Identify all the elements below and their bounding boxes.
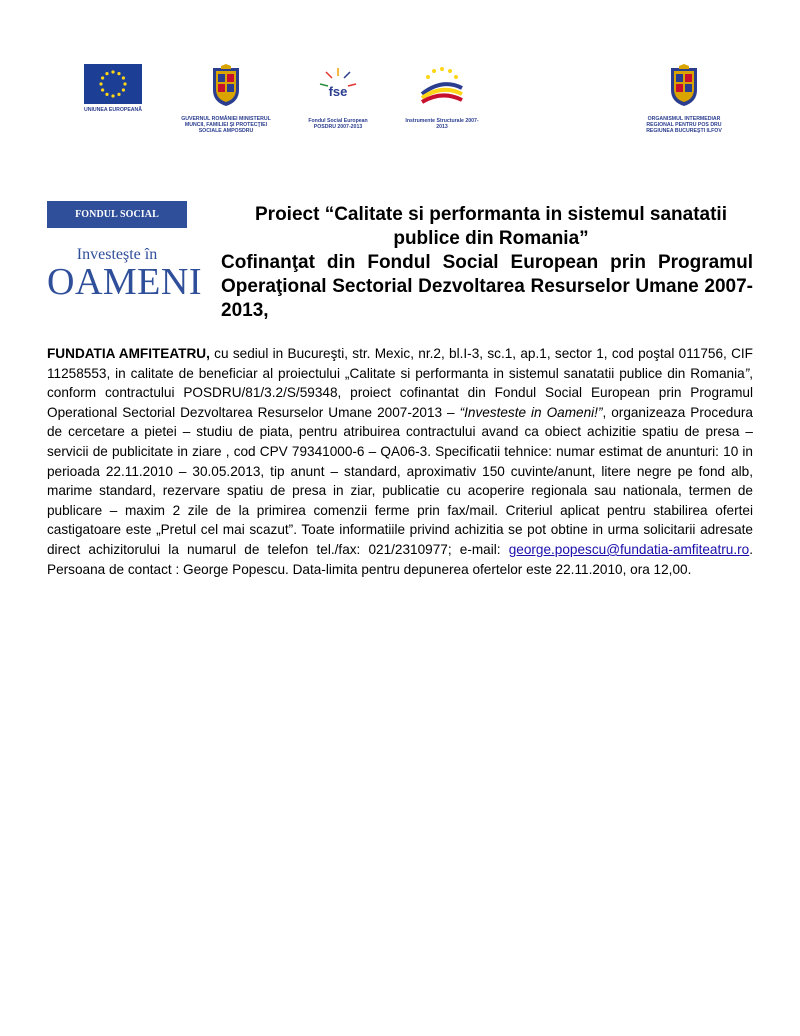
organization-name: FUNDATIA AMFITEATRU, <box>47 346 210 361</box>
fse-caption: Fondul Social European POSDRU 2007-2013 <box>308 118 368 130</box>
intermediate-body-logo <box>636 64 732 134</box>
coat-of-arms-icon <box>209 64 243 108</box>
body-text-part4: . Persoana de contact : George Popescu. Data-limita pentru depunerea ofertelor este 22.11.2010, ora 12,00. <box>47 541 753 577</box>
body-text-part2: , conform contractului POSDRU/81/3.2/S/59348, proiect cofinantat din Fondul Social European prin Programul Operational Sectorial Dezvoltarea Resurselor Umane 2007-2013 – <box>47 365 753 420</box>
slogan: “Investeste in Oameni!” <box>459 404 603 420</box>
fse-logo <box>300 64 376 130</box>
invest-oameni-wordmark: OAMENI <box>47 261 202 303</box>
structural-instruments-caption: Instrumente Structurale 2007-2013 <box>405 118 479 130</box>
svg-text:fse: fse <box>328 84 348 99</box>
coat-of-arms-icon <box>667 64 701 108</box>
government-caption: GUVERNUL ROMÂNIEI MINISTERUL MUNCII, FAMILIEI ŞI PROTECŢIEI SOCIALE AMPOSDRU <box>181 116 271 134</box>
eu-caption: UNIUNEA EUROPEANĂ <box>83 107 143 113</box>
body-text-part3: , organizeaza Procedura de cercetare a pietei – studiu de piata, pentru atribuirea contractului avand ca obiect achizitie spatiu de presa – servicii de publicitate in ziare , cod CPV 79341000-6 – QA06-3. Specificatii tehnice: numar estimat de anunturi: 10 in perioada 22.11.2010 – 30.05.2013, tip anunt – standard, aproximativ 150 cuvinte/anunt, litere negre pe fond alb, marime standard, rezervare spatiu de presa in ziar, publicatie cu acoperire regionala sau nationala, termen de publicare – maxim 2 zile de la primirea comenzii ferme prin fax/mail. Criteriul aplicat pentru stabilirea ofertei castigatoare este „Pretul cel mai scazut”. Toate informatiile privind achizitia se pot obtine in urma solicitarii adresate direct achizitorului la numarul de telefon tel./fax: 021/2310977; e-mail: <box>47 404 753 557</box>
invest-tagline: Investeşte în <box>76 246 158 263</box>
project-title: Proiect “Calitate si performanta in sistemul sanatatii publice din Romania” <box>255 204 727 249</box>
fse-banner: FONDUL SOCIAL EUROPEAN <box>47 201 187 228</box>
structural-instruments-logo <box>404 64 480 130</box>
body-text-part1: cu sediul in Bucureşti, str. Mexic, nr.2, bl.I-3, sc.1, ap.1, sector 1, cod poştal 011756, CIF 11258553, in calitate de beneficiar al proiectului „Calitate si performanta in sistemul sanatatii publice din Romania <box>47 346 753 381</box>
structural-instruments-icon <box>412 64 472 110</box>
contact-email-link[interactable]: george.popescu@fundatia-amfiteatru.ro <box>508 541 750 557</box>
announcement-paragraph <box>47 344 753 579</box>
government-logo <box>180 64 272 134</box>
intermediate-body-caption: ORGANISMUL INTERMEDIAR REGIONAL PENTRU POS DRU REGIUNEA BUCUREŞTI ILFOV <box>646 116 722 134</box>
cofinancing-statement: Cofinanţat din Fondul Social European prin Programul Operaţional Sectorial Dezvoltarea Resurselor Umane 2007- 2013, <box>221 252 753 321</box>
closing-quote: ” <box>744 365 750 381</box>
eu-logo <box>78 64 148 113</box>
fse-mark-icon <box>312 64 364 110</box>
project-heading <box>221 203 753 323</box>
eu-flag-icon <box>84 64 142 104</box>
